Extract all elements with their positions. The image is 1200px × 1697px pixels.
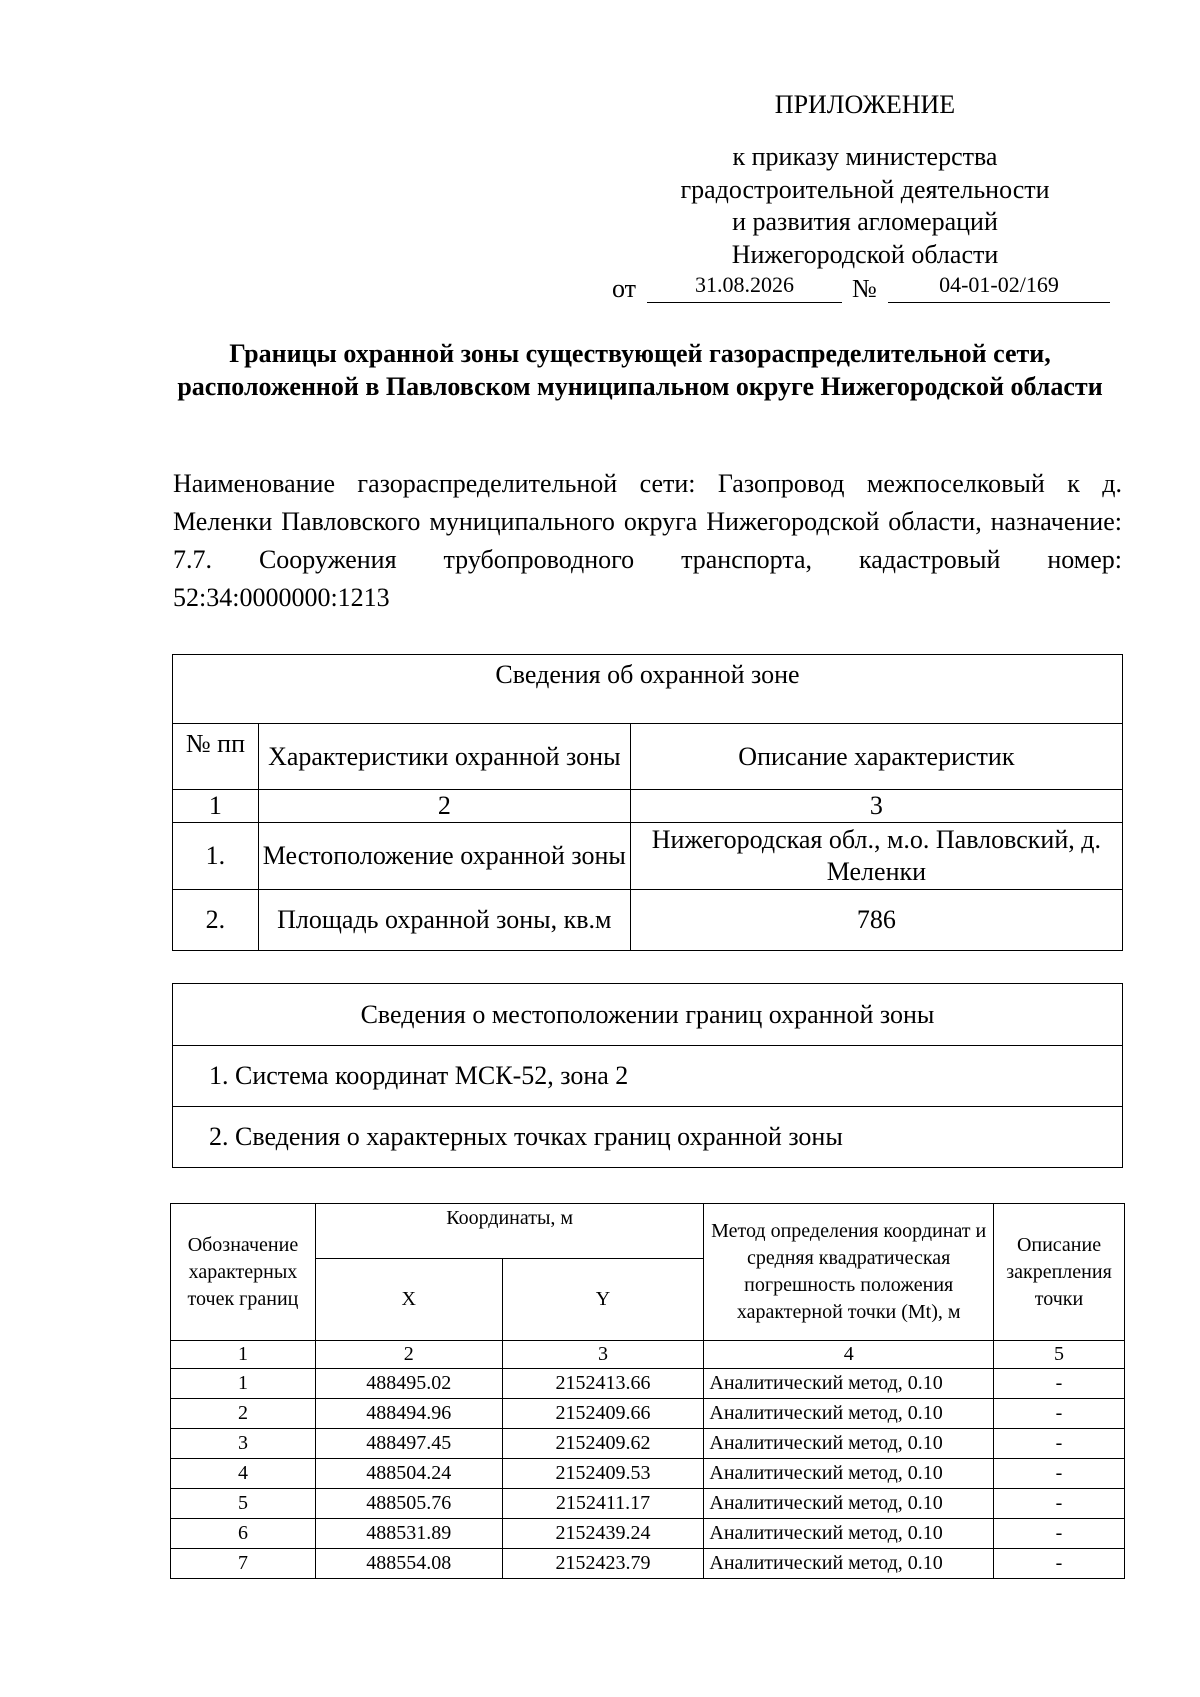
order-number: 04-01-02/169 — [888, 270, 1110, 303]
location-info-heading: Сведения о местоположении границ охранной зоны — [173, 984, 1123, 1046]
point-id: 7 — [171, 1549, 316, 1579]
number-prefix: № — [852, 274, 877, 303]
point-x: 488495.02 — [315, 1369, 502, 1399]
document-title: Границы охранной зоны существующей газораспределительной сети, расположенной в Павловском муниципальном округе Нижегородской области — [177, 339, 1103, 401]
point-method: Аналитический метод, 0.10 — [704, 1489, 994, 1519]
points-info-label: 2. Сведения о характерных точках границ охранной зоны — [173, 1107, 1123, 1168]
point-fixing: - — [994, 1369, 1125, 1399]
point-fixing: - — [994, 1549, 1125, 1579]
point-id: 2 — [171, 1399, 316, 1429]
col-number: 4 — [704, 1341, 994, 1369]
appendix-lines — [640, 141, 1090, 271]
col-number: 2 — [258, 790, 630, 823]
point-fixing: - — [994, 1399, 1125, 1429]
location-info-table — [172, 983, 1123, 1168]
row-description: 786 — [630, 890, 1122, 951]
appendix-line: и развития агломераций — [732, 207, 998, 236]
date-prefix: от — [612, 274, 637, 303]
point-x: 488504.24 — [315, 1459, 502, 1489]
point-y: 2152411.17 — [502, 1489, 704, 1519]
row-characteristic: Местоположение охранной зоны — [258, 823, 630, 890]
col-header-x: X — [315, 1259, 502, 1341]
point-id: 5 — [171, 1489, 316, 1519]
col-header-characteristic: Характеристики охранной зоны — [258, 724, 630, 790]
coordinate-system: 1. Система координат МСК-52, зона 2 — [173, 1046, 1123, 1107]
table-row — [171, 1399, 1125, 1429]
table-row — [171, 1519, 1125, 1549]
point-method: Аналитический метод, 0.10 — [704, 1459, 994, 1489]
zone-info-heading: Сведения об охранной зоне — [173, 655, 1123, 724]
col-number: 3 — [502, 1341, 704, 1369]
point-id: 4 — [171, 1459, 316, 1489]
point-id: 3 — [171, 1429, 316, 1459]
table-row — [173, 823, 1123, 890]
row-num: 1. — [173, 823, 259, 890]
point-method: Аналитический метод, 0.10 — [704, 1519, 994, 1549]
point-fixing: - — [994, 1459, 1125, 1489]
row-num: 2. — [173, 890, 259, 951]
appendix-line: Нижегородской области — [731, 239, 999, 269]
point-x: 488554.08 — [315, 1549, 502, 1579]
point-x: 488497.45 — [315, 1429, 502, 1459]
table-row — [173, 890, 1123, 951]
col-number: 1 — [171, 1341, 316, 1369]
point-id: 6 — [171, 1519, 316, 1549]
point-x: 488505.76 — [315, 1489, 502, 1519]
col-header-method: Метод определения координат и средняя квадратическая погрешность положения характерной точки (Mt), м — [704, 1204, 994, 1341]
appendix-line: градостроительной деятельности — [680, 174, 1050, 204]
zone-info-table — [172, 654, 1123, 951]
table-row — [171, 1369, 1125, 1399]
col-header-point: Обозначение характерных точек границ — [171, 1204, 316, 1341]
col-header-coordinates: Координаты, м — [315, 1204, 703, 1259]
row-characteristic: Площадь охранной зоны, кв.м — [258, 890, 630, 951]
point-method: Аналитический метод, 0.10 — [704, 1549, 994, 1579]
appendix-line: к приказу министерства — [732, 142, 998, 171]
point-y: 2152439.24 — [502, 1519, 704, 1549]
col-header-num: № пп — [173, 724, 259, 790]
col-header-y: Y — [502, 1259, 704, 1341]
network-description: Наименование газораспределительной сети: Газопровод межпоселковый к д. Меленки Павловского муниципального округа Нижегородской области, назначение: 7.7. Сооружения трубопроводного транспорта, кадастровый номер: 52:34:0000000:1213 — [173, 469, 1122, 612]
point-method: Аналитический метод, 0.10 — [704, 1429, 994, 1459]
point-method: Аналитический метод, 0.10 — [704, 1399, 994, 1429]
table-row — [171, 1489, 1125, 1519]
boundary-points-table — [170, 1203, 1125, 1579]
order-date: 31.08.2026 — [647, 270, 842, 303]
row-description: Нижегородская обл., м.о. Павловский, д. Меленки — [630, 823, 1122, 890]
point-y: 2152423.79 — [502, 1549, 704, 1579]
point-method: Аналитический метод, 0.10 — [704, 1369, 994, 1399]
table-row — [171, 1459, 1125, 1489]
point-y: 2152409.53 — [502, 1459, 704, 1489]
col-header-description: Описание характеристик — [630, 724, 1122, 790]
point-y: 2152413.66 — [502, 1369, 704, 1399]
table-row — [171, 1549, 1125, 1579]
appendix-title: ПРИЛОЖЕНИЕ — [774, 90, 956, 119]
point-fixing: - — [994, 1519, 1125, 1549]
col-header-fixing: Описание закрепления точки — [994, 1204, 1125, 1341]
col-number: 2 — [315, 1341, 502, 1369]
point-y: 2152409.62 — [502, 1429, 704, 1459]
order-date-number — [612, 270, 1110, 304]
col-number: 1 — [173, 790, 259, 823]
col-number: 5 — [994, 1341, 1125, 1369]
point-x: 488494.96 — [315, 1399, 502, 1429]
table-row — [171, 1429, 1125, 1459]
point-id: 1 — [171, 1369, 316, 1399]
col-number: 3 — [630, 790, 1122, 823]
point-fixing: - — [994, 1489, 1125, 1519]
point-y: 2152409.66 — [502, 1399, 704, 1429]
point-fixing: - — [994, 1429, 1125, 1459]
point-x: 488531.89 — [315, 1519, 502, 1549]
